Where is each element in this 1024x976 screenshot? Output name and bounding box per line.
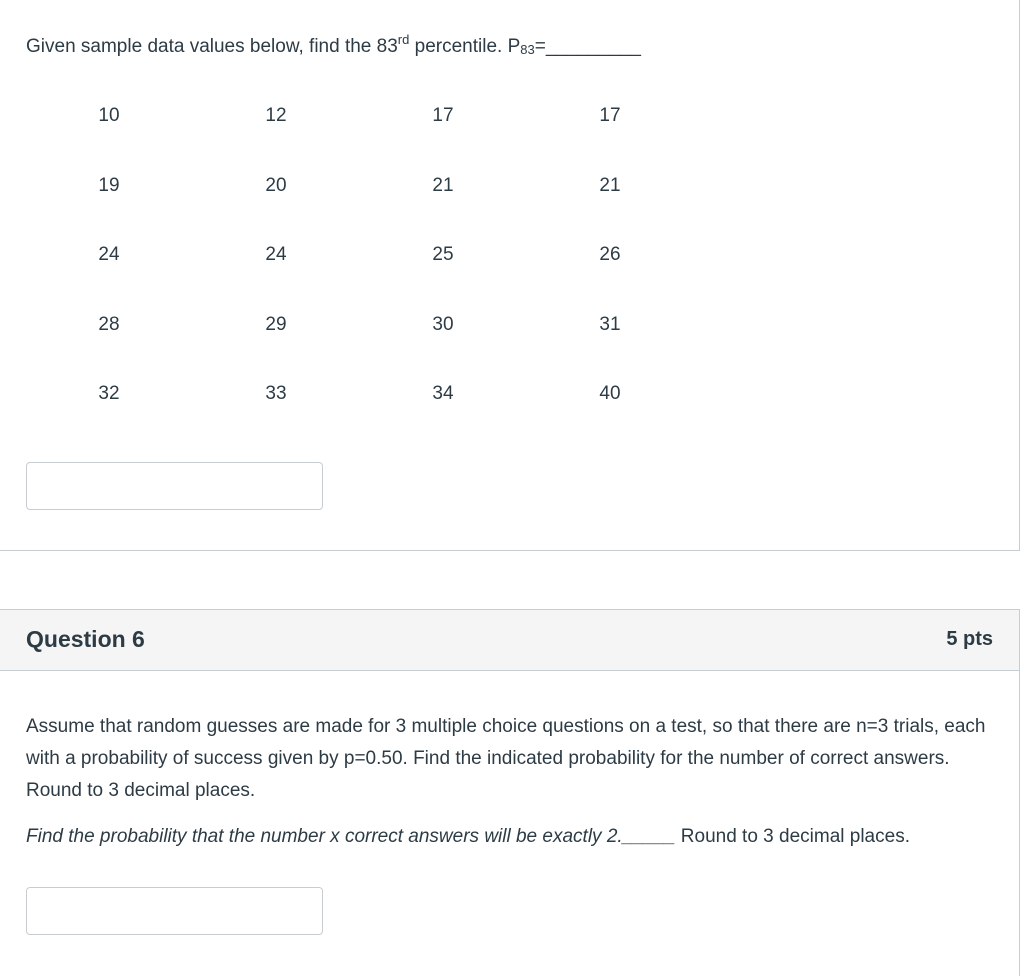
- subprompt-rest: Round to 3 decimal places.: [675, 826, 910, 847]
- data-cell: 17: [432, 105, 454, 126]
- data-cell: 24: [265, 244, 287, 265]
- data-cell: 30: [432, 314, 454, 335]
- data-cell: 29: [265, 314, 287, 335]
- prompt-subscript: 83: [520, 42, 535, 57]
- prompt-text-rest: percentile. P: [409, 36, 521, 57]
- data-cell: 10: [98, 105, 120, 126]
- data-cell: 20: [265, 175, 287, 196]
- prompt-superscript: rd: [397, 32, 410, 47]
- data-cell: 33: [265, 383, 287, 404]
- question-5-prompt: [26, 32, 641, 58]
- question-6-subprompt: [26, 826, 910, 848]
- data-cell: 21: [599, 175, 621, 196]
- question-5-answer-input[interactable]: [26, 462, 323, 510]
- question-6-body: [0, 670, 1020, 976]
- data-cell: 32: [98, 383, 120, 404]
- data-cell: 34: [432, 383, 454, 404]
- question-6-answer-input[interactable]: [26, 887, 323, 935]
- question-6-title: Question 6: [26, 626, 145, 652]
- question-6-text: Assume that random guesses are made for 3 multiple choice questions on a test, so that there are n=3 trials, each with a probability of success given by p=0.50. Find the indicated probability for the number of correct answers. Round to 3 decimal places.: [26, 716, 986, 801]
- data-cell: 26: [599, 244, 621, 265]
- data-cell: 28: [98, 314, 120, 335]
- question-6-points: 5 pts: [946, 628, 993, 650]
- data-cell: 31: [599, 314, 621, 335]
- data-cell: 17: [599, 105, 621, 126]
- prompt-text: Given sample data values below, find the 83: [26, 36, 398, 57]
- data-cell: 25: [432, 244, 454, 265]
- data-cell: 19: [98, 175, 120, 196]
- data-cell: 40: [599, 383, 621, 404]
- subprompt-italic: Find the probability that the number x correct answers will be exactly 2._____: [26, 826, 676, 847]
- data-cell: 21: [432, 175, 454, 196]
- prompt-blank: =_________: [534, 36, 641, 57]
- question-6-header: [0, 609, 1020, 671]
- data-cell: 24: [98, 244, 120, 265]
- data-cell: 12: [265, 105, 287, 126]
